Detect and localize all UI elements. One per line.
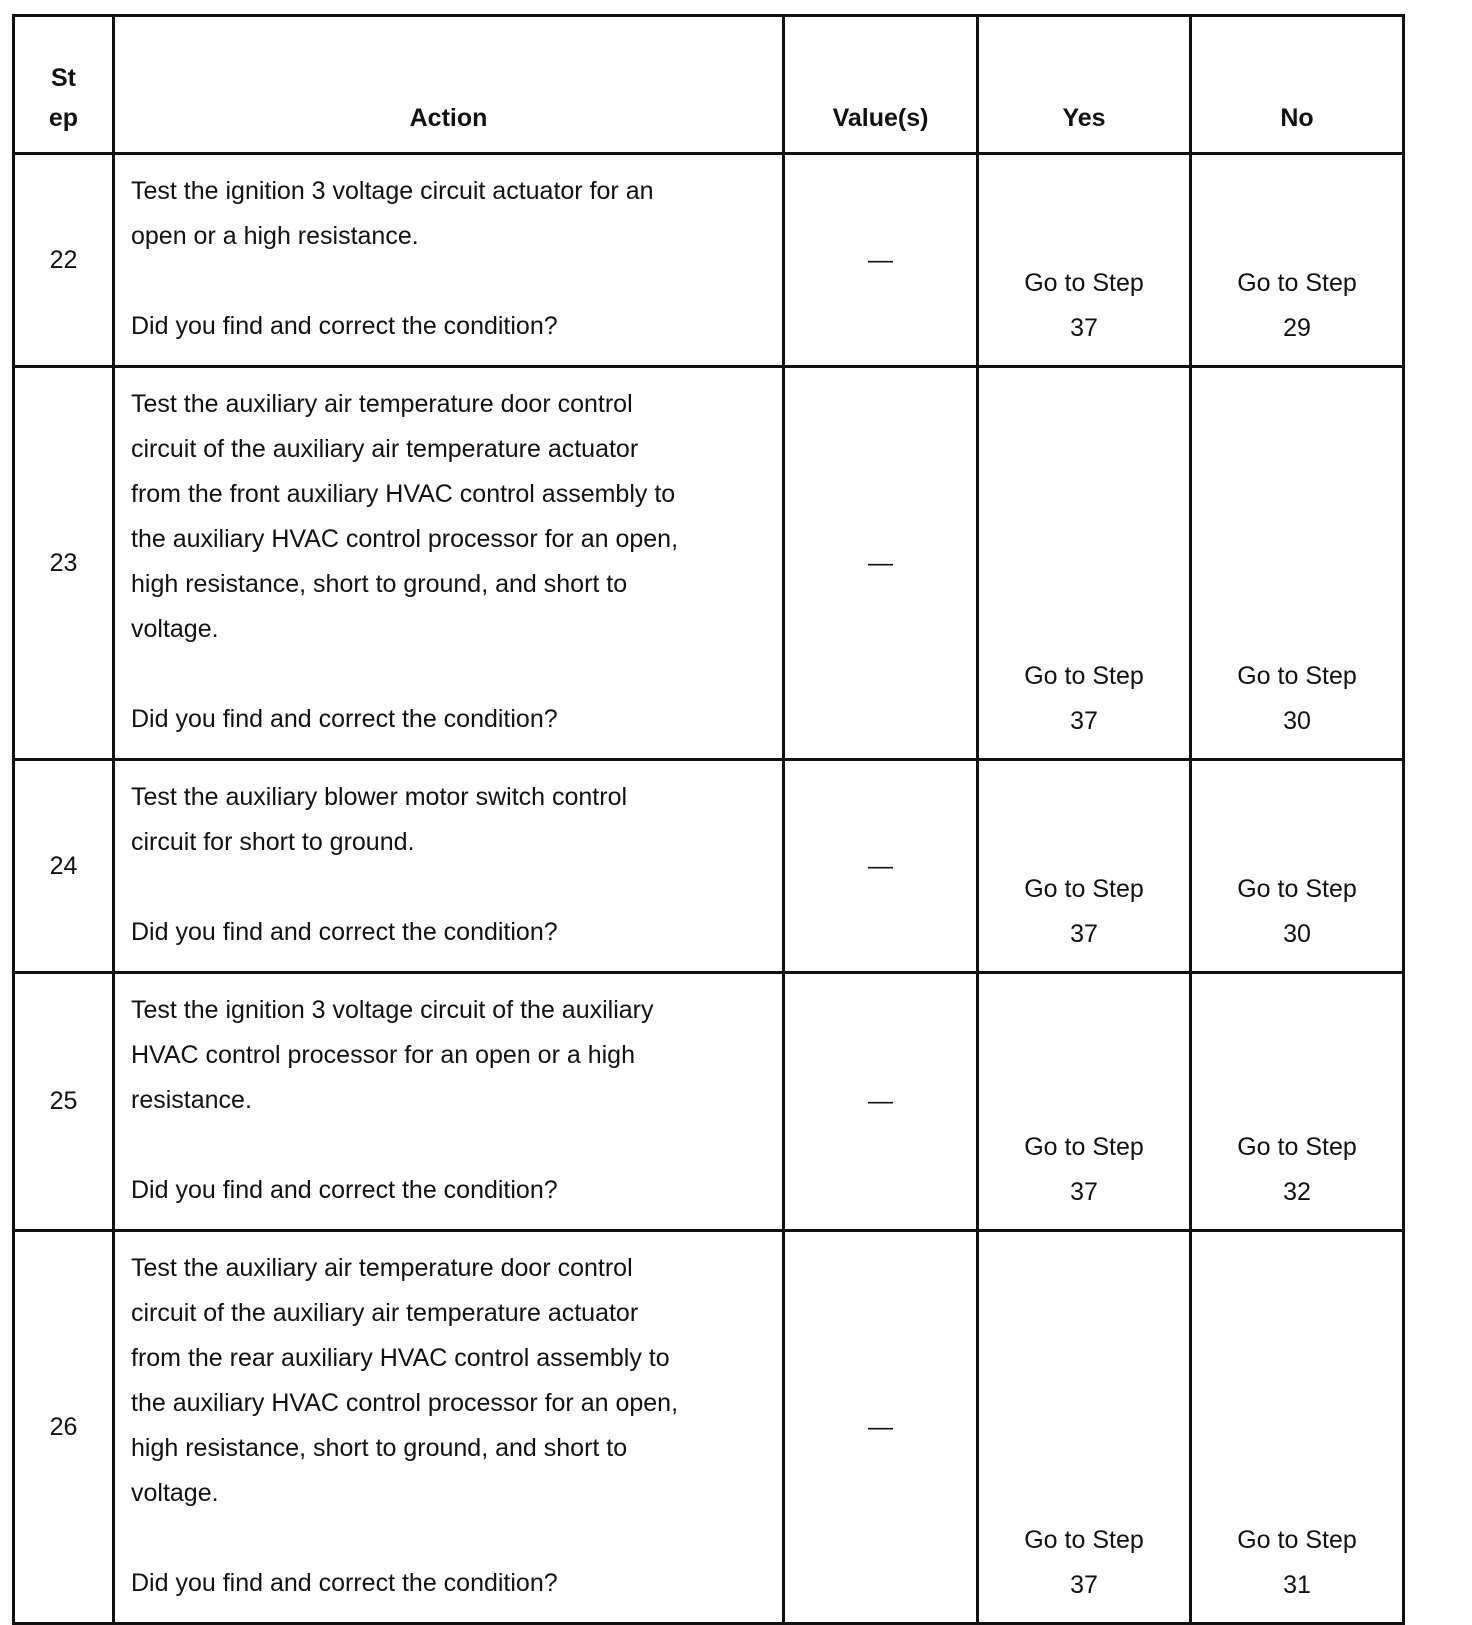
action-text-line: open or a high resistance. (131, 222, 419, 250)
no-goto-step: 31 (1283, 1571, 1311, 1599)
no-goto-label: Go to Step (1237, 875, 1357, 903)
table-row (14, 154, 1404, 367)
yes-goto-step: 37 (1070, 1178, 1098, 1206)
action-spacer (131, 865, 766, 910)
step-number: 22 (14, 154, 114, 367)
yes-goto-cell (978, 367, 1191, 760)
action-text-line: the auxiliary HVAC control processor for an open, (131, 525, 679, 553)
action-text-line: from the rear auxiliary HVAC control assembly to (131, 1344, 670, 1372)
action-cell (114, 367, 784, 760)
yes-goto-step: 37 (1070, 1571, 1098, 1599)
yes-goto-cell (978, 1231, 1191, 1624)
action-spacer (131, 1123, 766, 1168)
value-cell: — (784, 1231, 978, 1624)
yes-goto-cell (978, 154, 1191, 367)
no-goto-label: Go to Step (1237, 1133, 1357, 1161)
action-text-line: voltage. (131, 1479, 219, 1507)
action-question: Did you find and correct the condition? (131, 1176, 558, 1204)
no-goto-step: 32 (1283, 1178, 1311, 1206)
action-cell (114, 154, 784, 367)
action-text-line: the auxiliary HVAC control processor for an open, (131, 1389, 679, 1417)
action-text-line: Test the auxiliary air temperature door control (131, 1254, 633, 1282)
step-number: 24 (14, 760, 114, 973)
no-goto-step: 30 (1283, 920, 1311, 948)
value-cell: — (784, 367, 978, 760)
no-goto-cell (1191, 760, 1404, 973)
action-cell (114, 1231, 784, 1624)
action-cell (114, 973, 784, 1231)
table-row (14, 760, 1404, 973)
no-goto-step: 29 (1283, 314, 1311, 342)
action-spacer (131, 652, 766, 697)
action-text-line: circuit for short to ground. (131, 828, 415, 856)
action-spacer (131, 259, 766, 304)
header-values: Value(s) (784, 16, 978, 154)
header-no: No (1191, 16, 1404, 154)
action-text-line: circuit of the auxiliary air temperature actuator (131, 1299, 639, 1327)
value-cell: — (784, 760, 978, 973)
yes-goto-label: Go to Step (1024, 1526, 1144, 1554)
action-text-line: high resistance, short to ground, and short to (131, 570, 628, 598)
header-step: St ep (14, 16, 114, 154)
yes-goto-step: 37 (1070, 707, 1098, 735)
action-text-line: Test the ignition 3 voltage circuit actuator for an (131, 177, 654, 205)
step-number: 26 (14, 1231, 114, 1624)
no-goto-label: Go to Step (1237, 1526, 1357, 1554)
value-cell: — (784, 973, 978, 1231)
table-row (14, 367, 1404, 760)
yes-goto-label: Go to Step (1024, 875, 1144, 903)
action-text-line: Test the ignition 3 voltage circuit of the auxiliary (131, 996, 654, 1024)
no-goto-cell (1191, 367, 1404, 760)
action-text-line: Test the auxiliary blower motor switch control (131, 783, 628, 811)
step-number: 25 (14, 973, 114, 1231)
table-row (14, 973, 1404, 1231)
no-goto-cell (1191, 154, 1404, 367)
action-question: Did you find and correct the condition? (131, 1569, 558, 1597)
action-text-line: from the front auxiliary HVAC control assembly to (131, 480, 676, 508)
yes-goto-label: Go to Step (1024, 269, 1144, 297)
action-text-line: Test the auxiliary air temperature door control (131, 390, 633, 418)
action-question: Did you find and correct the condition? (131, 918, 558, 946)
action-text-line: voltage. (131, 615, 219, 643)
header-yes: Yes (978, 16, 1191, 154)
yes-goto-cell (978, 760, 1191, 973)
diagnostic-table (12, 14, 1405, 1625)
yes-goto-step: 37 (1070, 314, 1098, 342)
value-cell: — (784, 154, 978, 367)
action-question: Did you find and correct the condition? (131, 312, 558, 340)
yes-goto-step: 37 (1070, 920, 1098, 948)
action-text-line: resistance. (131, 1086, 252, 1114)
no-goto-cell (1191, 973, 1404, 1231)
no-goto-cell (1191, 1231, 1404, 1624)
action-text-line: circuit of the auxiliary air temperature actuator (131, 435, 639, 463)
header-action: Action (114, 16, 784, 154)
no-goto-label: Go to Step (1237, 269, 1357, 297)
action-text-line: HVAC control processor for an open or a high (131, 1041, 635, 1069)
header-row (14, 16, 1404, 154)
action-spacer (131, 1516, 766, 1561)
action-cell (114, 760, 784, 973)
action-text-line: high resistance, short to ground, and short to (131, 1434, 628, 1462)
step-number: 23 (14, 367, 114, 760)
yes-goto-label: Go to Step (1024, 662, 1144, 690)
no-goto-step: 30 (1283, 707, 1311, 735)
yes-goto-cell (978, 973, 1191, 1231)
yes-goto-label: Go to Step (1024, 1133, 1144, 1161)
no-goto-label: Go to Step (1237, 662, 1357, 690)
action-question: Did you find and correct the condition? (131, 705, 558, 733)
table-row (14, 1231, 1404, 1624)
